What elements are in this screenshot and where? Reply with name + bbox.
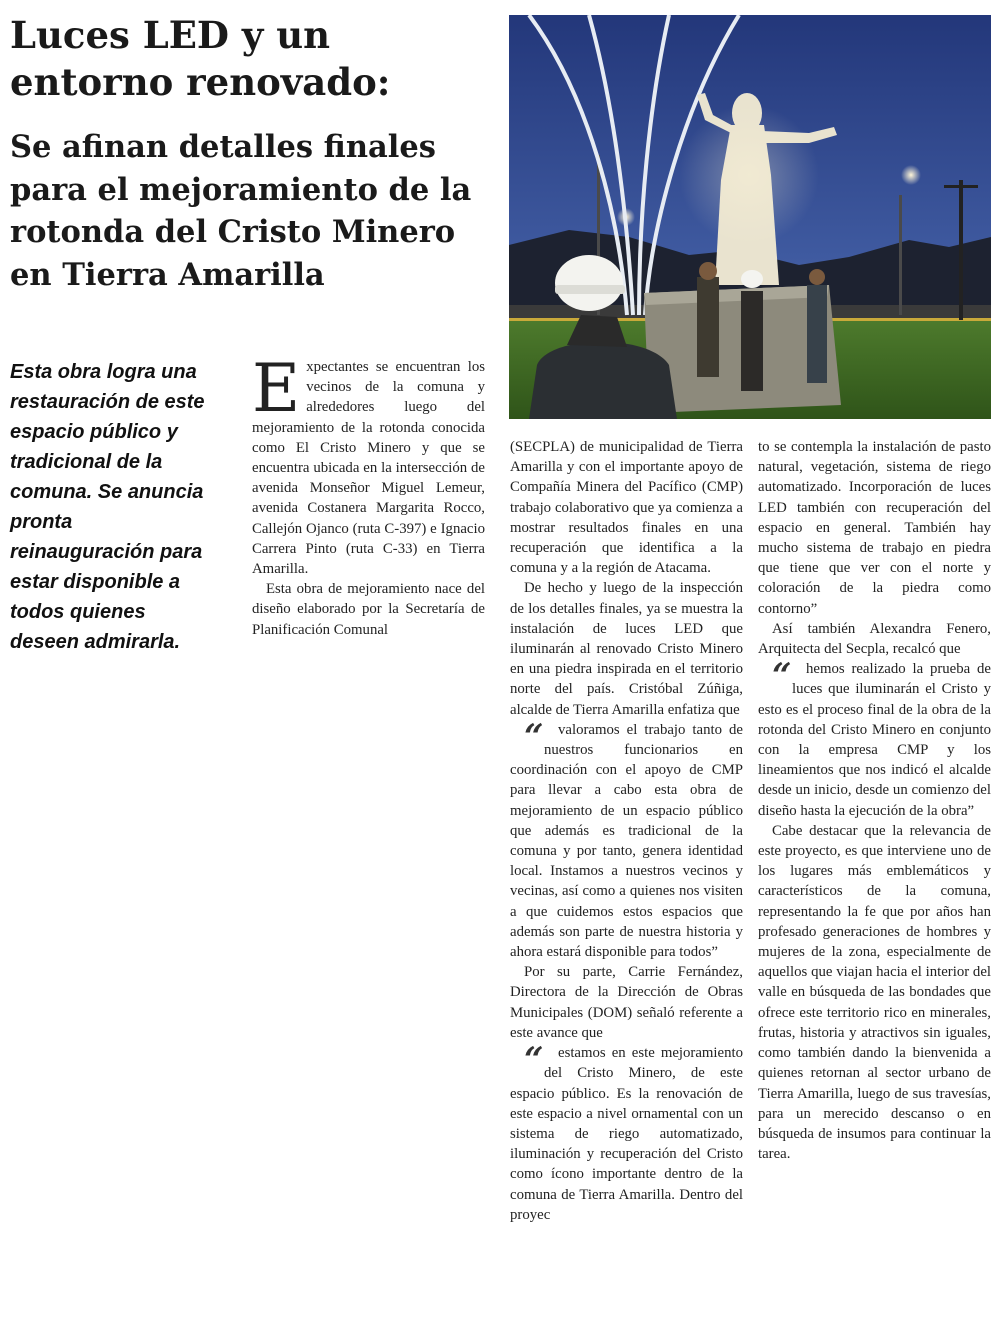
- photo-illustration: [509, 15, 991, 419]
- headline-title: Luces LED y un entorno renovado:: [10, 13, 391, 104]
- paragraph-text: xpectantes se encuentran los vecinos de la comuna y alrededores luego del mejoramiento de la rotonda conocida como El Cristo Minero y que se encuentra ubicada en la intersección de avenida Monseñor Miguel Lemeur, avenida Costanera Margarita Rocco, Callejón Ojanco (ruta C-397) e Ignacio Carrera Pinto (ruta C-33) en Tierra Amarilla.: [252, 359, 485, 578]
- article-paragraph: Así también Alexandra Fenero, Arquitecta del Secpla, recalcó que: [758, 620, 991, 658]
- article-paragraph: Esta obra de mejoramiento nace del diseño elaborado por la Secretaría de Planificación Comunal: [252, 581, 485, 638]
- quote-text: hemos realizado la prueba de luces que iluminarán el Cristo y esto es el proceso final de la obra de la rotonda del Cristo Minero en conjunto con la empresa CMP y los lineamientos que nos indicó el alcalde desde un inicio, desde un comienzo del diseño hasta la ejecución de la obra”: [758, 661, 991, 819]
- article-column-1: [252, 350, 485, 640]
- article-paragraph: Cabe destacar que la relevancia de este proyecto, es que interviene uno de los lugares más emblemáticos y característicos de la comuna, representando la fe que por años han profesado generaciones de hombres y mujeres de la zona, especialmente de aquellos que viajan hacia el interior del valle en búsqueda de las bondades que ofrece este territorio rico en minerales, frutas, historia y atractivos sin iguales, como también dando la bienvenida a quienes retornan al sector urbano de Tierra Amarilla, luego de sus travesías, para un merecido descanso o en búsqueda de insumos para continuar la tarea.: [758, 822, 991, 1163]
- headline-subtitle: Se afinan detalles finales para el mejoramiento de la rotonda del Cristo Minero en Tierra Amarilla: [10, 129, 472, 294]
- quote-continuation: to se contempla la instalación de pasto natural, vegetación, sistema de riego automatizado. Incorporación de luces LED también con recuperación del espacio en general. También hay mucho sistema de trabajo en piedra que tiene que ver con el norte y coloración de la piedra como contorno”: [758, 439, 991, 617]
- article-paragraph: (SECPLA) de municipalidad de Tierra Amarilla y con el importante apoyo de Compañía Minera del Pacífico (CMP) trabajo colaborativo que ya comienza a mostrar resultados finales en una recuperación que identifica a la comuna y a la región de Atacama.: [510, 439, 743, 577]
- article-column-3: [758, 437, 991, 1164]
- article-paragraph: [252, 350, 485, 579]
- mayor-quote: [510, 716, 743, 962]
- drop-cap: E: [252, 350, 301, 427]
- lead-summary: Esta obra logra una restauración de este espacio público y tradicional de la comuna. Se anuncia pronta reinauguración para estar disponible a todos quienes deseen admirarla.: [10, 361, 205, 653]
- architect-quote: [758, 656, 991, 821]
- quote-mark-icon: “: [772, 656, 792, 697]
- cristo-minero-photo: [509, 15, 991, 419]
- article-paragraph: De hecho y luego de la inspección de los detalles finales, ya se muestra la instalación de luces LED que iluminarán al renovado Cristo Minero en una piedra inspirada en el territorio norte del país. Cristóbal Zúñiga, alcalde de Tierra Amarilla enfatiza que: [510, 580, 743, 718]
- quote-mark-icon: “: [524, 1040, 544, 1081]
- article-paragraph: Por su parte, Carrie Fernández, Directora de la Dirección de Obras Municipales (DOM) señaló referente a este avance que: [510, 964, 743, 1041]
- quote-text: estamos en este mejoramiento del Cristo Minero, de este espacio público. Es la renovación de este espacio a nivel ornamental con un sistema de riego automatizado, iluminación y recuperación del Cristo como ícono importante dentro de la comuna de Tierra Amarilla. Dentro del proyec: [510, 1045, 743, 1223]
- article-column-2: [510, 437, 743, 1225]
- quote-mark-icon: “: [524, 716, 544, 757]
- quote-text: valoramos el trabajo tanto de nuestros funcionarios en coordinación con el apoyo de CMP para llevar a cabo esta obra de mejoramiento de un espacio público que además es tradicional de la comuna y por tanto, genera identidad local. Instamos a nuestros vecinos y vecinas, así como a quienes nos visiten a que cuidemos estos espacios que además son parte de nuestra historia y ahora estará disponible para todos”: [510, 721, 743, 961]
- dom-quote: [510, 1040, 743, 1225]
